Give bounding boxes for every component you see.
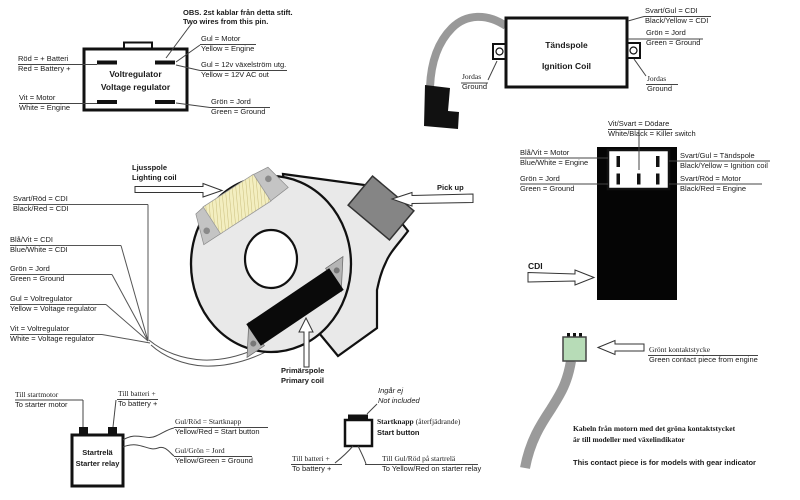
cdi-arrow <box>528 270 594 285</box>
label-wire-blue-white: Blå/Vit = CDI Blue/White = CDI <box>10 235 68 254</box>
spark-plug-cap <box>424 85 459 129</box>
start-button-shape <box>345 415 372 447</box>
stator-center-hole <box>245 230 297 288</box>
label-regulator-yellow-engine: Gul = Motor Yellow = Engine <box>201 34 255 53</box>
label-cdi: CDI <box>528 261 543 271</box>
contact-piece-cable <box>525 361 571 468</box>
label-cdi-ground: Grön = Jord Green = Ground <box>520 174 575 193</box>
starter-relay-title: Startrelä Starter relay <box>75 448 120 468</box>
label-relay-ground: Gul/Grön = Jord Yellow/Green = Ground <box>175 446 253 465</box>
label-cdi-engine-black: Svart/Röd = Motor Black/Red = Engine <box>680 174 747 193</box>
label-coil-ground-right: Jordas Ground <box>647 74 673 93</box>
label-coil-ground: Grön = Jord Green = Ground <box>646 28 701 47</box>
label-button-to-relay: Till Gul/Röd på startrelä To Yellow/Red on starter relay <box>382 454 482 473</box>
label-wire-yellow: Gul = Voltregulator Yellow = Voltage regulator <box>10 294 97 313</box>
contact-piece-arrow <box>598 341 644 355</box>
label-cdi-killer: Vit/Svart = Dödare White/Black = Killer switch <box>608 119 696 138</box>
label-contact-piece: Grönt kontaktstycke Green contact piece from engine <box>649 345 758 364</box>
label-wire-white: Vit = Voltregulator White = Voltage regulator <box>10 324 95 343</box>
label-regulator-engine: Vit = Motor White = Engine <box>19 93 71 112</box>
lighting-coil-arrow <box>135 184 222 198</box>
label-wire-black-red: Svart/Röd = CDI Black/Red = CDI <box>13 194 69 213</box>
label-wire-green: Grön = Jord Green = Ground <box>10 264 65 283</box>
label-coil-cdi: Svart/Gul = CDI Black/Yellow = CDI <box>645 6 709 25</box>
contact-piece-note-sv: Kabeln från motorn med det gröna kontaktstycket är till modeller med växelindikator <box>573 424 736 444</box>
label-cdi-ignition: Svart/Gul = Tändspole Black/Yellow = Ignition coil <box>680 151 768 170</box>
ignition-coil-title: Tändspole Ignition Coil <box>541 40 592 71</box>
label-relay-start-button: Gul/Röd = Startknapp Yellow/Red = Start button <box>175 417 260 436</box>
label-cdi-engine-blue: Blå/Vit = Motor Blue/White = Engine <box>520 148 589 167</box>
label-relay-to-starter: Till startmotor To starter motor <box>15 390 68 409</box>
label-button-to-battery: Till batteri + To battery + <box>292 454 332 473</box>
regulator-title: Voltregulator Voltage regulator <box>100 69 171 92</box>
cdi-shape <box>597 147 677 300</box>
label-lighting-coil: Ljusspole Lighting coil <box>132 163 177 182</box>
contact-piece-note-en: This contact piece is for models with gear indicator <box>573 458 756 467</box>
label-relay-to-battery: Till batteri + To battery + <box>118 389 158 408</box>
label-regulator-battery: Röd = + Batteri Red = Battery + <box>18 54 71 73</box>
regulator-note: OBS. 2st kablar från detta stift. Two wires from this pin. <box>183 8 293 26</box>
label-regulator-ac-out: Gul = 12v växelström utg. Yellow = 12V AC out <box>201 60 287 79</box>
label-pickup: Pick up <box>437 183 464 192</box>
label-regulator-ground: Grön = Jord Green = Ground <box>211 97 266 116</box>
label-primary-coil: Primärspole Primary coil <box>281 366 325 385</box>
label-button-not-included: Ingår ej Not included <box>378 386 420 405</box>
start-button-title: Startknapp (återfjädrande) Start button <box>377 417 461 437</box>
label-coil-ground-left: Jordas Ground <box>462 72 488 91</box>
